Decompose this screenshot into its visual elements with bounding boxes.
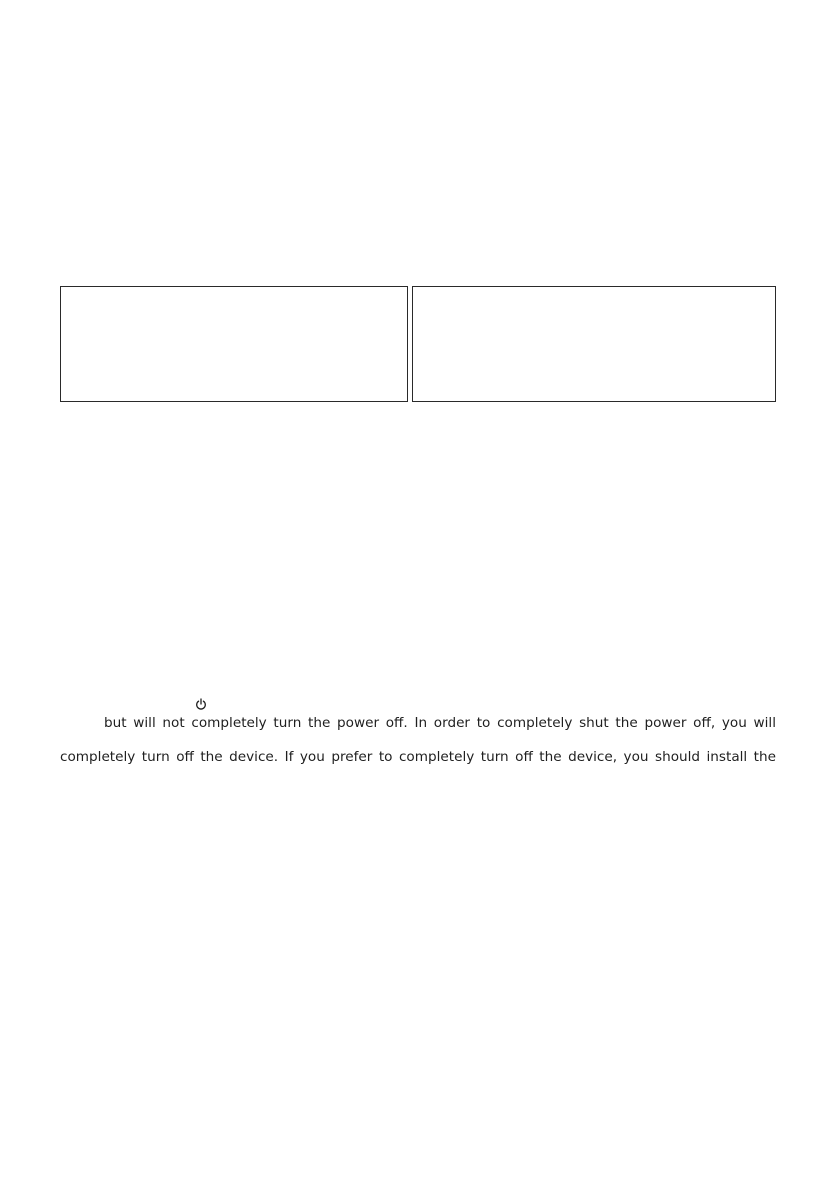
info-table bbox=[60, 286, 776, 402]
table-cell-right bbox=[412, 286, 776, 402]
power-icon bbox=[195, 698, 207, 711]
body-text-line-1: but will not completely turn the power off. In order to completely shut the power off, you will bbox=[104, 715, 776, 731]
body-text-line-2: completely turn off the device. If you prefer to completely turn off the device, you should install the bbox=[60, 749, 776, 765]
table-cell-left bbox=[60, 286, 408, 402]
